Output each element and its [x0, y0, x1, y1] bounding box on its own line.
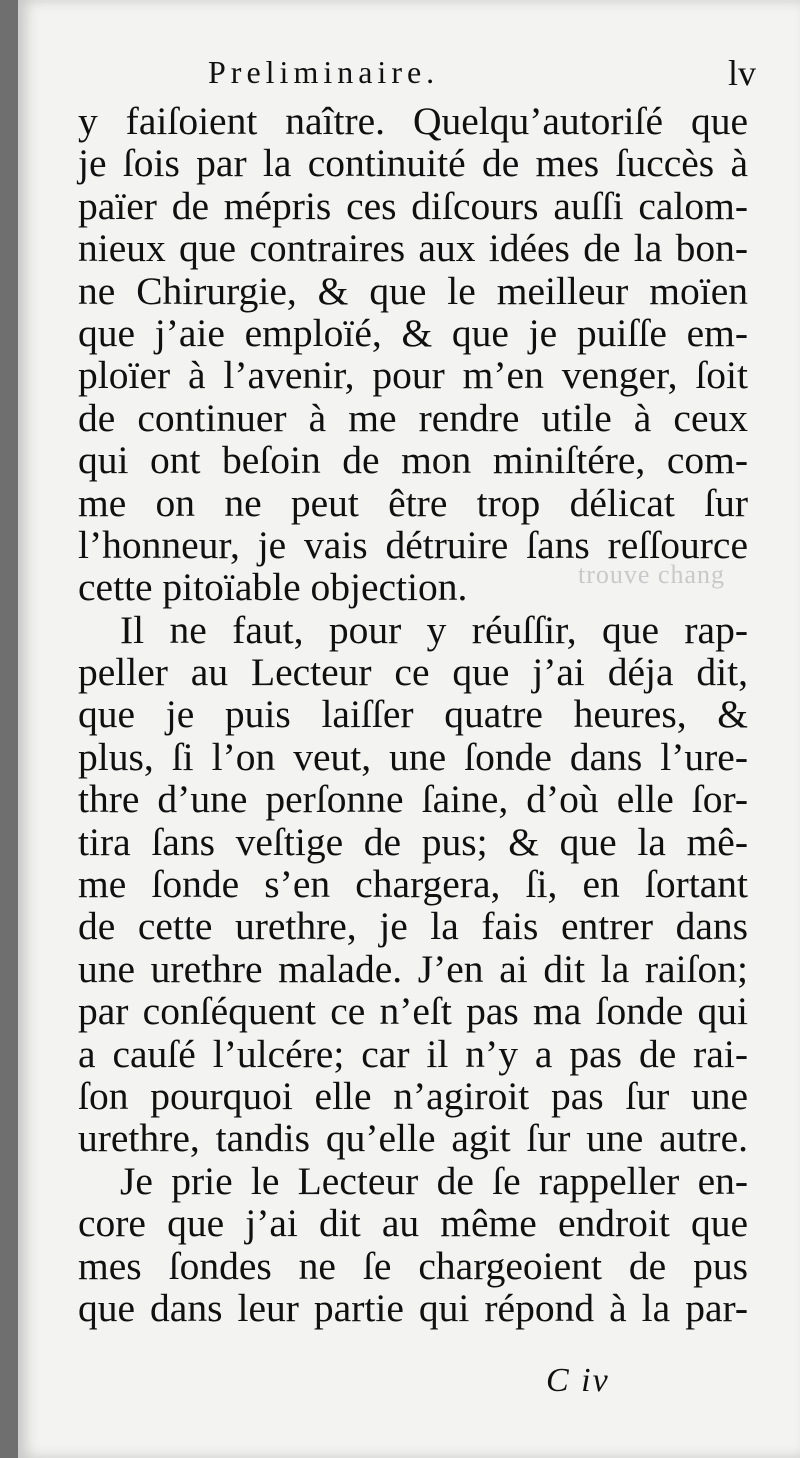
text-line: de cette urethre, je la fais entrer dans: [78, 904, 748, 949]
page-number: lv: [727, 53, 756, 93]
text-line: de continuer à me rendre utile à ceux: [78, 395, 748, 440]
text-line: nieux que contraires aux idées de la bon-: [78, 226, 748, 271]
text-line: thre d’une perſonne ſaine, d’où elle ſor-: [78, 777, 748, 822]
text-line: peller au Lecteur ce que j’ai déja dit,: [78, 650, 748, 695]
text-line: tira ſans veſtige de pus; & que la mê-: [78, 819, 748, 864]
text-line: y faiſoient naître. Quelqu’autoriſé que: [78, 99, 748, 143]
text-line: que dans leur partie qui répond à la par-: [78, 1285, 748, 1330]
text-line: païer de mépris ces diſcours auſſi calom-: [78, 183, 748, 228]
text-line: qui ont beſoin de mon miniſtére, com-: [78, 438, 748, 483]
page-header: [78, 52, 772, 100]
text-line: ploïer à l’avenir, pour m’en venger, ſoit: [78, 353, 748, 398]
text-line: je ſois par la continuité de mes ſuccès à: [78, 141, 748, 186]
text-line: l’honneur, je vais détruire ſans reſſource: [78, 522, 748, 567]
body-text: [78, 100, 748, 1329]
text-line: plus, ſi l’on veut, une ſonde dans l’ure-: [78, 734, 748, 779]
text-line: urethre, tandis qu’elle agit ſur une autre.: [78, 1116, 748, 1161]
text-line: que j’aie emploïé, & que je puiſſe em-: [78, 310, 748, 355]
text-line: cette pitoïable objection.: [78, 565, 468, 610]
book-page: [18, 0, 800, 1458]
text-line: a cauſé l’ulcére; car il n’y a pas de rai-: [78, 1031, 748, 1076]
text-line: par conſéquent ce n’eſt pas ma ſonde qui: [78, 989, 748, 1034]
text-line: mes ſondes ne ſe chargeoient de pus: [78, 1243, 748, 1288]
bleed-through-text: trouve chang: [578, 560, 726, 589]
text-line: me on ne peut être trop délicat ſur: [78, 480, 748, 525]
signature-mark: C iv: [546, 1362, 610, 1399]
text-line: core que j’ai dit au même endroit que: [78, 1201, 748, 1246]
paragraph-start-line: Il ne faut, pour y réuſſir, que rap-: [120, 607, 748, 652]
text-line: me ſonde s’en chargera, ſi, en ſortant: [78, 862, 748, 907]
paragraph-start-line: Je prie le Lecteur de ſe rappeller en-: [120, 1158, 748, 1203]
text-line: ne Chirurgie, & que le meilleur moïen: [78, 268, 748, 313]
running-head: Preliminaire.: [208, 54, 440, 90]
text-line: ſon pourquoi elle n’agiroit pas ſur une: [78, 1073, 748, 1118]
text-line: que je puis laiſſer quatre heures, &: [78, 692, 748, 737]
text-line: une urethre malade. J’en ai dit la raiſon;: [78, 946, 748, 991]
